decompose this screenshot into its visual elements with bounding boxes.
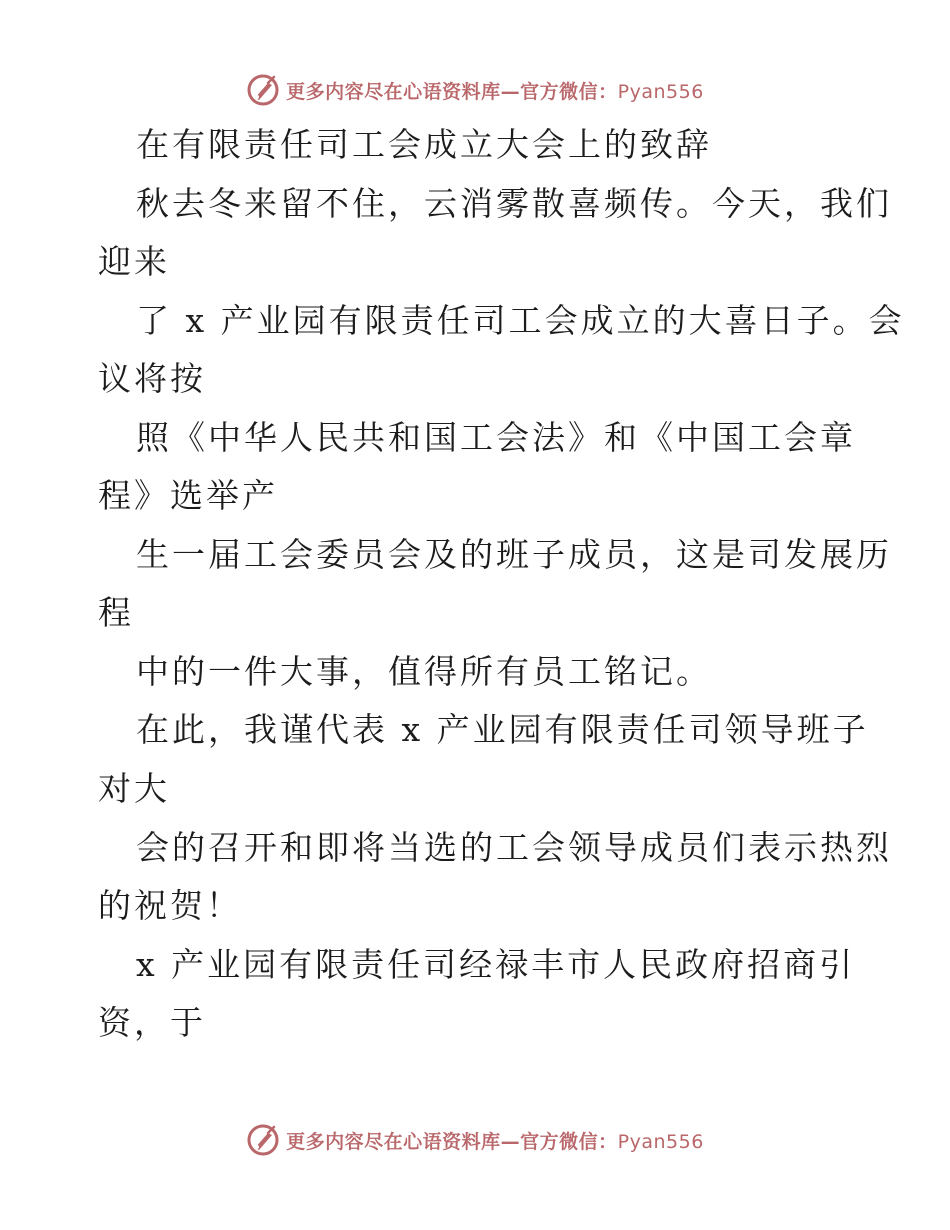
paragraph-line: 照《中华人民共和国工会法》和《中国工会章	[136, 418, 856, 457]
paragraph-line: 了 x 产业园有限责任司工会成立的大喜日子。会	[136, 301, 905, 340]
paragraph-line: 议将按	[98, 359, 206, 398]
footer-wechat-handle: Pyan556	[617, 1130, 704, 1153]
document-title: 在有限责任司工会成立大会上的致辞	[136, 125, 712, 164]
paragraph-line: 生一届工会委员会及的班子成员，这是司发展历	[136, 535, 892, 574]
paragraph-line: 中的一件大事，值得所有员工铭记。	[136, 652, 712, 691]
footer-banner-text	[286, 1127, 704, 1154]
footer-banner-label: 更多内容尽在心语资料库—官方微信：	[286, 1130, 618, 1153]
paragraph-line: 的祝贺！	[98, 886, 242, 925]
quill-pen-icon	[246, 1123, 280, 1157]
paragraph-line: 秋去冬来留不住，云消雾散喜频传。今天，我们	[136, 184, 892, 223]
paragraph-line: x 产业园有限责任司经禄丰市人民政府招商引	[136, 945, 856, 984]
paragraph-line: 程》选举产	[98, 476, 278, 515]
paragraph-line: 程	[98, 593, 134, 632]
paragraph-line: 迎来	[98, 242, 170, 281]
paragraph-line: 会的召开和即将当选的工会领导成员们表示热烈	[136, 828, 892, 867]
paragraph-line: 对大	[98, 769, 170, 808]
header-wechat-handle: Pyan556	[617, 80, 704, 103]
paragraph-line: 资，于	[98, 1003, 206, 1042]
paragraph-line: 在此，我谨代表 x 产业园有限责任司领导班子	[136, 710, 869, 749]
footer-banner	[0, 1120, 950, 1160]
header-banner-label: 更多内容尽在心语资料库—官方微信：	[286, 80, 618, 103]
